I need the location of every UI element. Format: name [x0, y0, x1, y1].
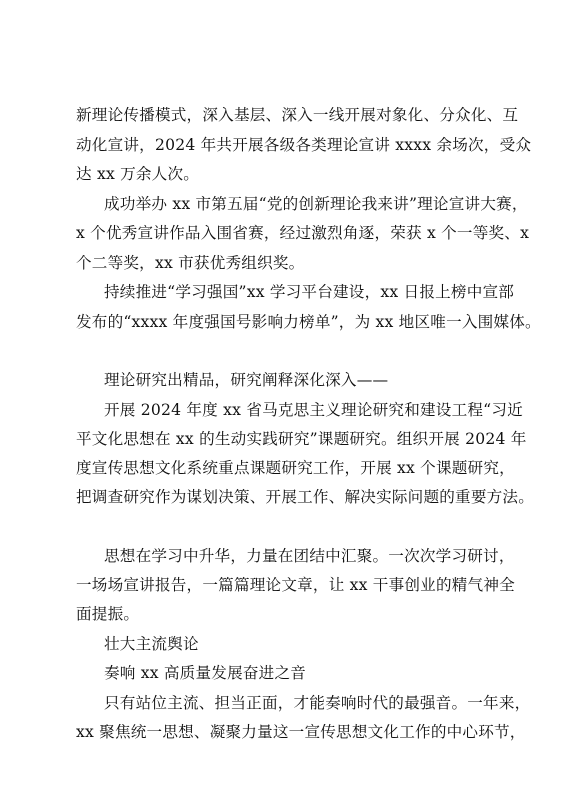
text-line: 新理论传播模式，深入基层、深入一线开展对象化、分众化、互 [76, 106, 519, 124]
text-line: 开展 2024 年度 xx 省马克思主义理论研究和建设工程“习近 [104, 401, 523, 419]
text-line: 度宣传思想文化系统重点课题研究工作，开展 xx 个课题研究， [76, 459, 515, 477]
text-line: xx 聚焦统一思想、凝聚力量这一宣传思想文化工作的中心环节， [76, 723, 526, 741]
text-line: 达 xx 万余人次。 [76, 165, 200, 183]
text-line: 动化宣讲，2024 年共开展各级各类理论宣讲 xxxx 余场次，受众 [76, 136, 532, 154]
subheading-text: 奏响 xx 高质量发展奋进之音 [104, 664, 307, 682]
text-line: 成功举办 xx 市第五届“党的创新理论我来讲”理论宣讲大赛， [104, 195, 528, 213]
text-line: 个二等奖，xx 市获优秀组织奖。 [76, 254, 305, 272]
text-line: 一场场宣讲报告，一篇篇理论文章，让 xx 干事创业的精气神全 [76, 576, 515, 594]
text-line: 发布的“xxxx 年度强国号影响力榜单”，为 xx 地区唯一入围媒体。 [76, 313, 541, 331]
section-heading-text: 理论研究出精品，研究阐释深化深入—— [104, 371, 389, 389]
text-line: 平文化思想在 xx 的生动实践研究”课题研究。组织开展 2024 年 [76, 430, 527, 448]
text-line: x 个优秀宣讲作品入围省赛，经过激烈角逐，荣获 x 个一等奖、x [76, 224, 530, 242]
text-line: 把调查研究作为谋划决策、开展工作、解决实际问题的重要方法。 [76, 488, 535, 506]
text-line: 面提振。 [76, 605, 140, 623]
text-line: 持续推进“学习强国”xx 学习平台建设，xx 日报上榜中宣部 [104, 283, 515, 301]
text-line: 只有站位主流、担当正面，才能奏响时代的最强音。一年来， [104, 694, 531, 712]
subheading-text: 壮大主流舆论 [104, 635, 199, 653]
text-line: 思想在学习中升华，力量在团结中汇聚。一次次学习研讨， [104, 547, 515, 565]
